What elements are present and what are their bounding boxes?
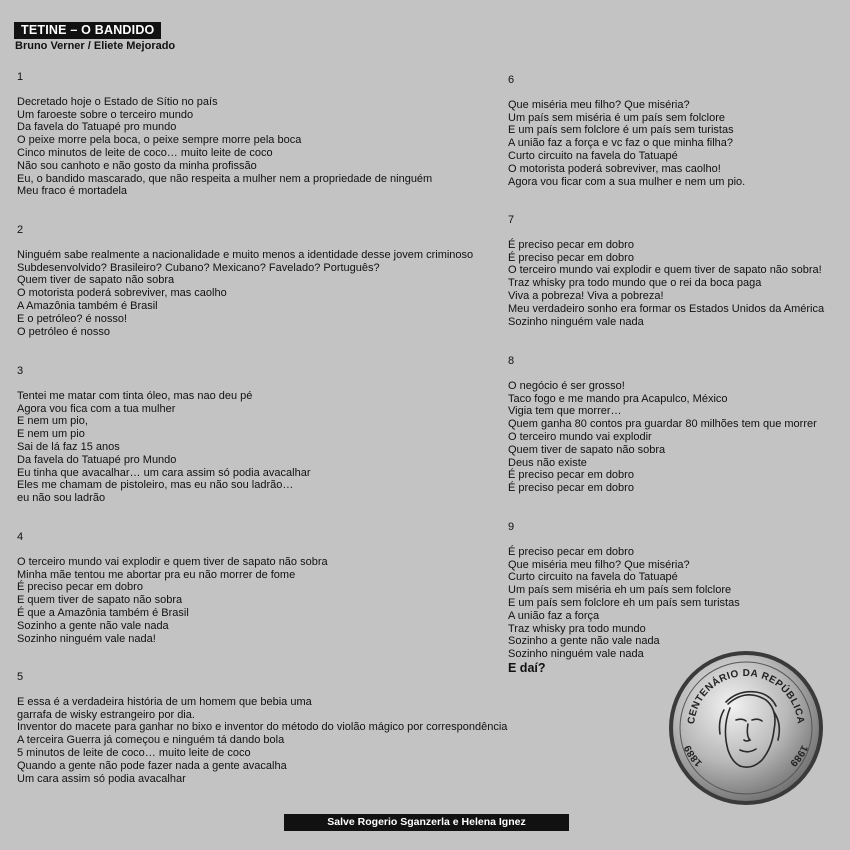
coin-year-right: 1989 <box>787 743 810 769</box>
lyric-line: Um país sem miséria eh um país sem folclore <box>508 584 732 597</box>
lyric-line: O motorista poderá sobreviver, mas caolho! <box>508 162 721 175</box>
lyric-line: Sozinho ninguém vale nada <box>508 648 644 661</box>
lyric-line: Um faroeste sobre o terceiro mundo <box>17 108 194 121</box>
lyric-line: Eu, o bandido mascarado, que não respeita a mulher nem a propriedade de ninguém <box>17 172 433 185</box>
lyric-line: Vigia tem que morrer… <box>508 405 622 418</box>
lyric-line: Agora vou ficar com a sua mulher e nem um pio. <box>508 175 746 188</box>
lyric-line: O terceiro mundo vai explodir <box>508 430 652 443</box>
lyric-line: A terceira Guerra já começou e ninguém tá dando bola <box>17 734 285 747</box>
lyric-line: Traz whisky pra todo mundo que o rei da boca paga <box>508 277 762 290</box>
stanza-number: 3 <box>17 365 24 377</box>
coin-inscription: CENTENÁRIO DA REPÚBLICA <box>686 667 806 725</box>
lyric-line: Meu verdadeiro sonho era formar os Estados Unidos da América <box>508 302 825 315</box>
stanza-number: 8 <box>508 355 515 367</box>
lyric-line: Traz whisky pra todo mundo <box>508 622 646 635</box>
lyric-line: Curto circuito na favela do Tatuapé <box>508 149 678 162</box>
lyric-line: O motorista poderá sobreviver, mas caolho <box>17 287 227 300</box>
lyric-line: Não sou canhoto e não gosto da minha profissão <box>17 159 257 172</box>
lyric-line: Decretado hoje o Estado de Sítio no país <box>17 95 218 108</box>
lyric-line: Quem tiver de sapato não sobra <box>508 443 666 456</box>
closing-line: E daí? <box>508 660 546 675</box>
lyric-line: Da favela do Tatuapé pro Mundo <box>17 453 177 466</box>
lyric-line: É que a Amazônia também é Brasil <box>17 606 189 619</box>
lyric-line: A Amazônia também é Brasil <box>17 299 158 312</box>
lyric-line: Quem ganha 80 contos pra guardar 80 milhões tem que morrer <box>508 418 817 431</box>
stanza-3 <box>17 365 311 505</box>
lyric-line: Quem tiver de sapato não sobra <box>17 274 175 287</box>
stanza-number: 2 <box>17 224 24 236</box>
page-title: TETINE – O BANDIDO <box>14 22 161 39</box>
lyric-line: Agora vou fica com a tua mulher <box>17 402 176 415</box>
lyric-line: Deus não existe <box>508 456 587 469</box>
lyric-line: É preciso pecar em dobro <box>508 545 634 558</box>
stanza-number: 9 <box>508 521 515 533</box>
lyric-line: Eles me chamam de pistoleiro, mas eu não sou ladrão… <box>17 479 294 492</box>
lyric-line: Que miséria meu filho? Que miséria? <box>508 558 690 571</box>
stanza-number: 6 <box>508 74 515 86</box>
lyric-line: O petróleo é nosso <box>17 325 110 338</box>
lyric-line: Taco fogo e me mando pra Acapulco, México <box>508 392 728 405</box>
lyric-line: E nem um pio, <box>17 415 88 428</box>
lyric-line: Meu fraco é mortadela <box>17 185 128 198</box>
lyric-line: Curto circuito na favela do Tatuapé <box>508 571 678 584</box>
lyric-line: O terceiro mundo vai explodir e quem tiver de sapato não sobra! <box>508 264 822 277</box>
lyric-line: O peixe morre pela boca, o peixe sempre morre pela boca <box>17 134 302 147</box>
stanza-6 <box>508 74 745 188</box>
lyric-line: Um país sem miséria é um país sem folclore <box>508 111 726 124</box>
stanza-7 <box>508 214 824 328</box>
lyric-line: A união faz a força <box>508 609 600 622</box>
lyric-line: É preciso pecar em dobro <box>508 251 634 264</box>
lyric-line: Subdesenvolvido? Brasileiro? Cubano? Mexicano? Favelado? Português? <box>17 261 380 274</box>
dedication-bar: Salve Rogerio Sganzerla e Helena Ignez <box>284 814 569 831</box>
lyric-line: garrafa de wisky estrangeiro por dia. <box>17 708 195 721</box>
lyric-line: E um país sem folclore é um país sem turistas <box>508 124 734 137</box>
lyric-line: E o petróleo? é nosso! <box>17 312 128 325</box>
stanza-number: 4 <box>17 531 24 543</box>
lyric-line: O terceiro mundo vai explodir e quem tiver de sapato não sobra <box>17 555 328 568</box>
lyric-line: Sozinho ninguém vale nada <box>508 315 644 328</box>
lyric-line: E quem tiver de sapato não sobra <box>17 594 183 607</box>
lyric-line: Sozinho a gente não vale nada <box>508 635 660 648</box>
lyric-line: Um cara assim só podia avacalhar <box>17 772 186 785</box>
lyric-line: É preciso pecar em dobro <box>508 482 634 495</box>
lyric-line: Que miséria meu filho? Que miséria? <box>508 98 690 111</box>
lyric-line: Eu tinha que avacalhar… um cara assim só podia avacalhar <box>17 466 311 479</box>
lyric-line: Viva a pobreza! Viva a pobreza! <box>508 289 664 302</box>
lyric-line: É preciso pecar em dobro <box>508 238 634 251</box>
stanza-2 <box>17 224 473 338</box>
stanza-number: 5 <box>17 671 24 683</box>
lyric-line: É preciso pecar em dobro <box>17 581 143 594</box>
lyric-line: Inventor do macete para ganhar no bixo e inventor do método do violão mágico por correspondência <box>17 721 508 734</box>
lyric-line: Quando a gente não pode fazer nada a gente avacalha <box>17 759 287 772</box>
stanza-8 <box>508 355 817 495</box>
lyric-line: Minha mãe tentou me abortar pra eu não morrer de fome <box>17 568 296 581</box>
stanza-number: 7 <box>508 214 515 226</box>
lyric-line: Sozinho a gente não vale nada <box>17 619 169 632</box>
lyric-line: Tentei me matar com tinta óleo, mas nao deu pé <box>17 389 253 402</box>
coin-year-left: 1889 <box>682 743 705 769</box>
lyric-line: Sai de lá faz 15 anos <box>17 440 120 453</box>
lyric-line: eu não sou ladrão <box>17 492 106 505</box>
lyric-line: Ninguém sabe realmente a nacionalidade e muito menos a identidade desse jovem criminoso <box>17 248 474 261</box>
lyric-line: É preciso pecar em dobro <box>508 469 634 482</box>
stanza-5 <box>17 671 507 785</box>
stanza-4 <box>17 531 328 645</box>
lyric-line: Cinco minutos de leite de coco… muito leite de coco <box>17 146 273 159</box>
authors-credit: Bruno Verner / Eliete Mejorado <box>15 40 176 52</box>
lyric-line: A união faz a força e vc faz o que minha filha? <box>508 137 734 150</box>
coin-image <box>666 648 826 808</box>
stanza-number: 1 <box>17 71 24 83</box>
lyric-line: Da favela do Tatuapé pro mundo <box>17 121 177 134</box>
lyric-line: E essa é a verdadeira história de um homem que bebia uma <box>17 695 312 708</box>
lyric-line: Sozinho ninguém vale nada! <box>17 632 156 645</box>
lyric-line: 5 minutos de leite de coco… muito leite de coco <box>17 746 251 759</box>
stanza-1 <box>17 71 432 198</box>
lyric-line: O negócio é ser grosso! <box>508 379 625 392</box>
lyric-line: E nem um pio <box>17 428 85 441</box>
lyric-line: E um país sem folclore eh um país sem turistas <box>508 596 740 609</box>
